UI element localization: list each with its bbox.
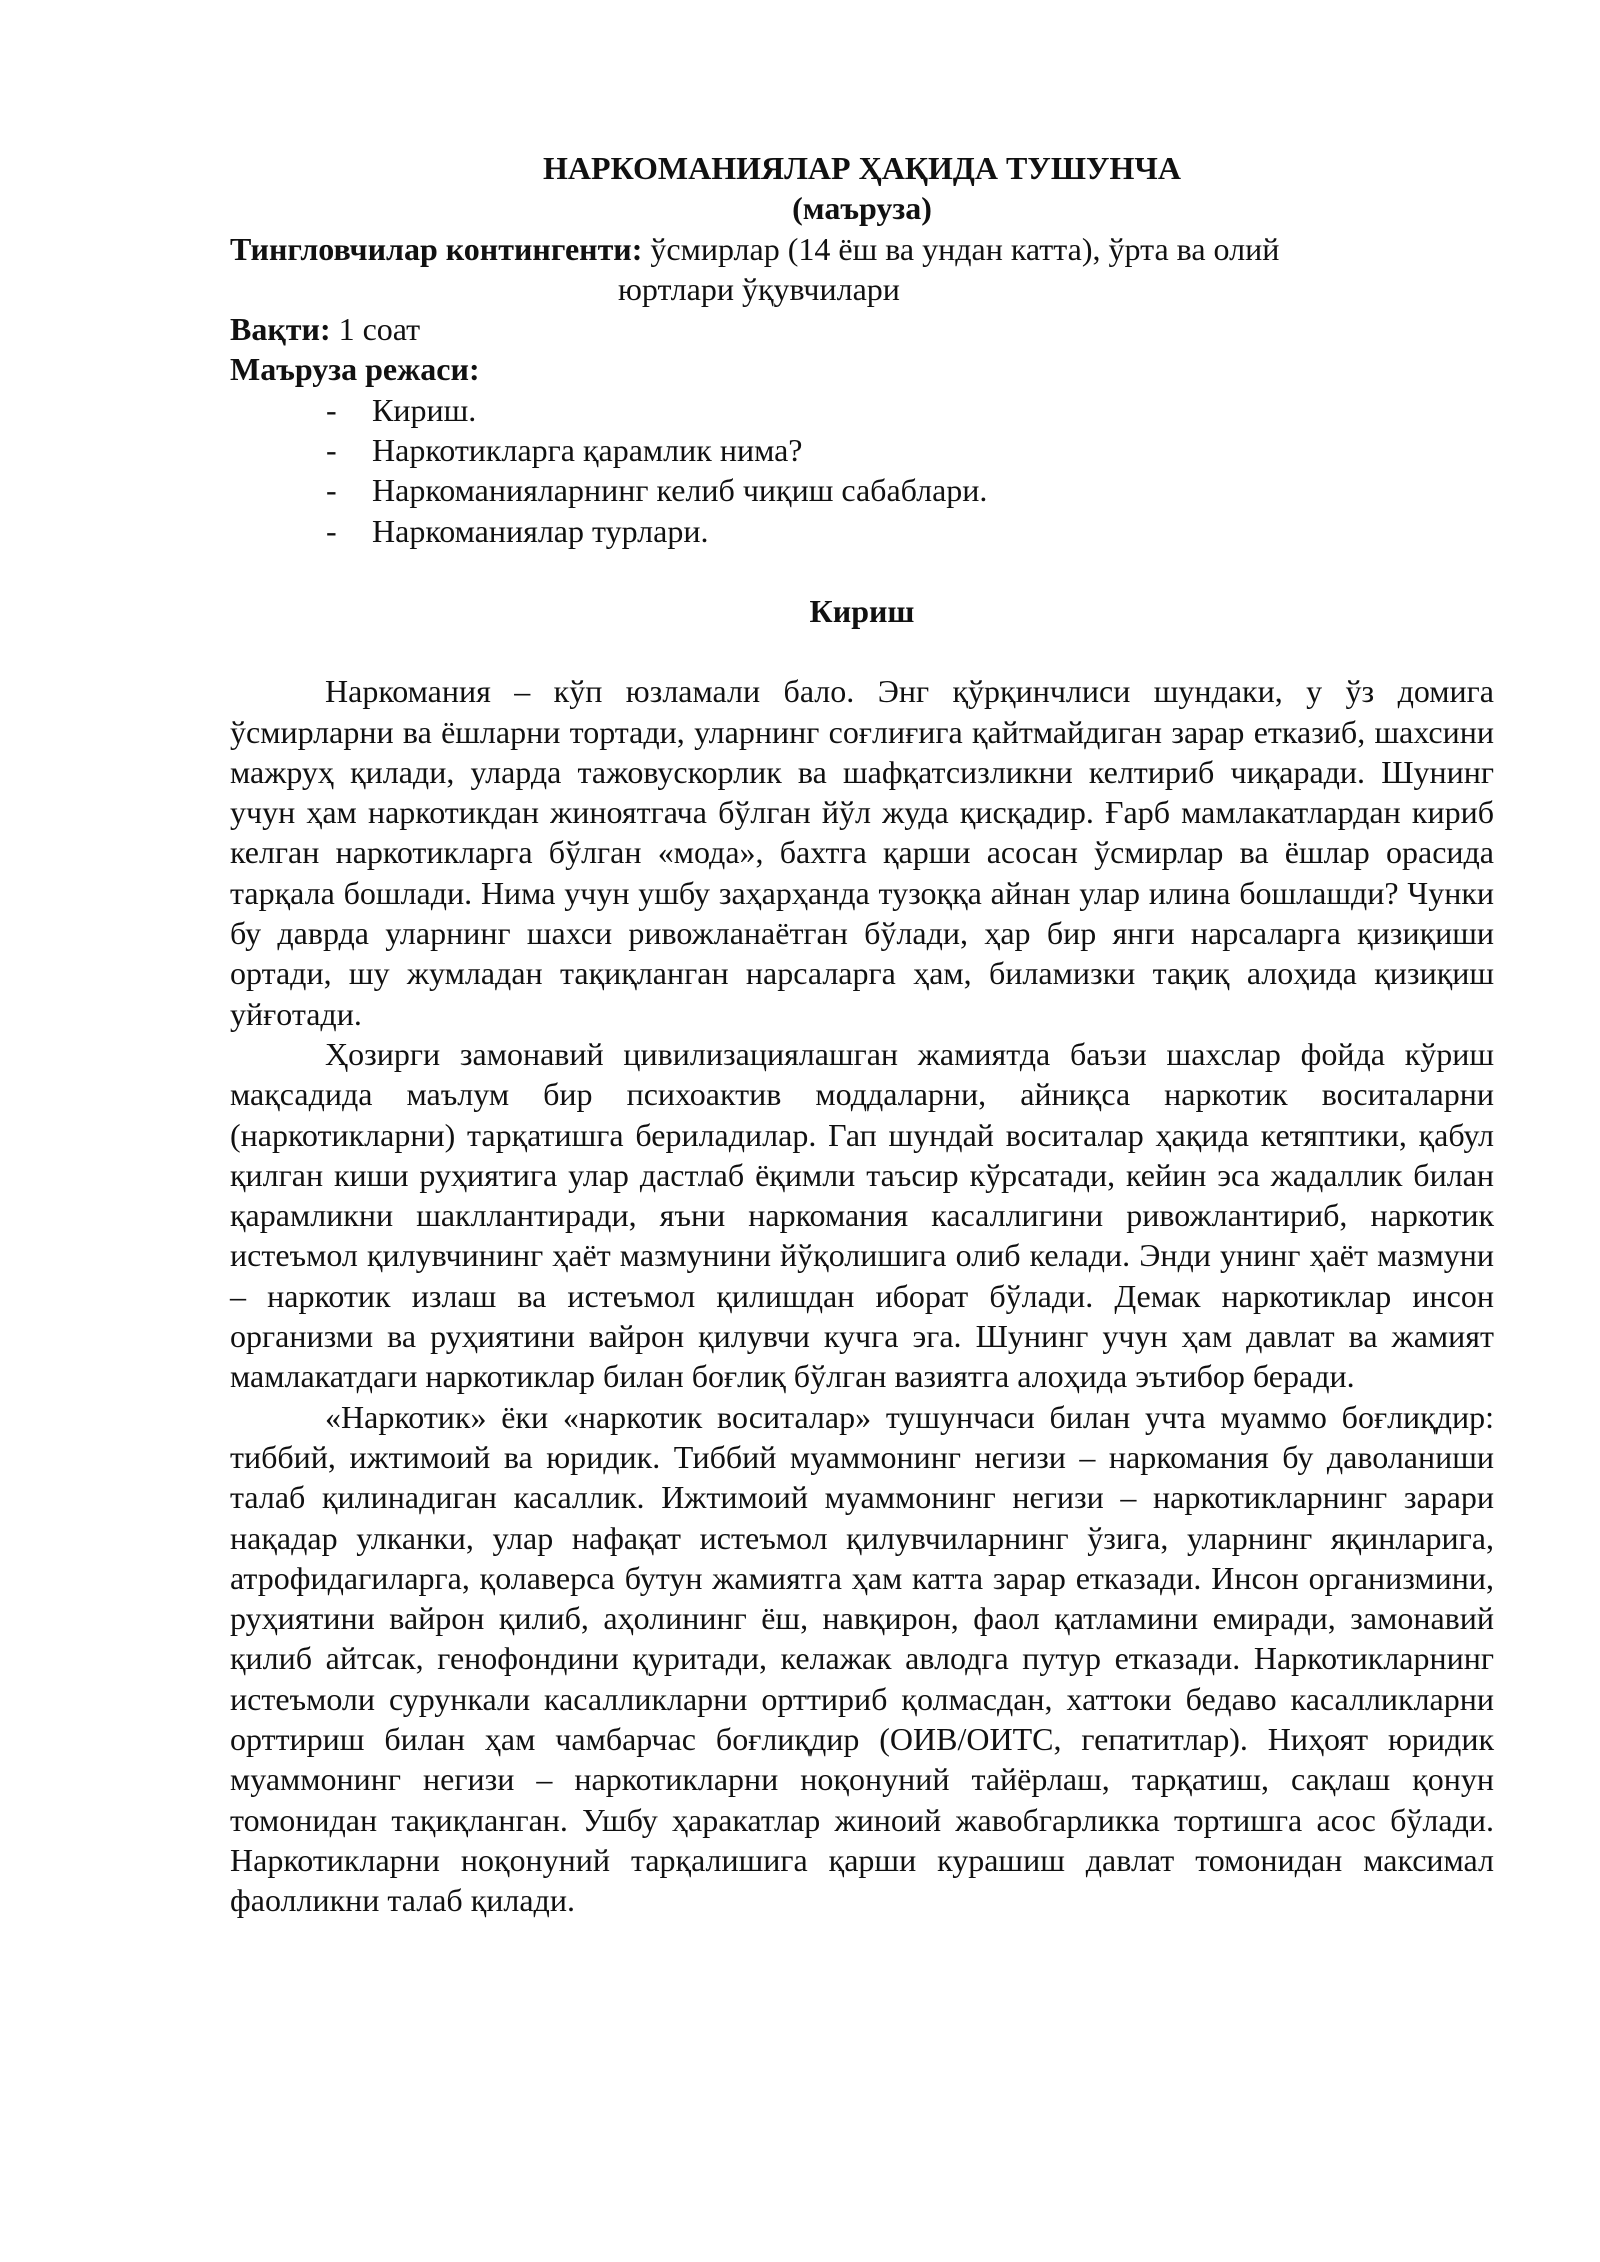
plan-item-text: Кириш.	[372, 391, 477, 428]
plan-item-text: Наркотикларга қарамлик нима?	[372, 432, 803, 469]
plan-item-text: Наркоманиялар турлари.	[372, 512, 709, 549]
section-heading: Кириш	[809, 592, 915, 629]
time-line	[230, 309, 1494, 349]
audience-value-line2: юртлари ўқувчилари	[618, 270, 900, 307]
time-value: 1 соат	[330, 311, 421, 348]
paragraph: Ҳозирги замонавий цивилизациялашган жамиятда баъзи шахслар фойда кўриш мақсадида маълум бир психоактив моддаларни, айниқса наркотик воситаларни (наркотикларни) тарқатишга бериладилар. Гап шундай воситалар ҳақида кетяптики, қабул қилган киши руҳиятига улар дастлаб ёқимли таъсир кўрсатади, кейин эса жадаллик билан қарамликни шакллантиради, яъни наркомания касаллигини ривожлантириб, наркотик истеъмол қилувчининг ҳаёт мазмунини йўқолишига олиб келади. Энди унинг ҳаёт мазмуни – наркотик излаш ва истеъмол қилишдан иборат бўлади. Демак наркотиклар инсон организми ва руҳиятини вайрон қилувчи кучга эга. Шунинг учун ҳам давлат ва жамият мамлакатдаги наркотиклар билан боғлиқ бўлган вазиятга алоҳида эътибор беради.	[230, 1035, 1494, 1395]
plan-item	[230, 390, 1494, 430]
audience-label: Тингловчилар контингенти:	[230, 230, 643, 267]
audience-value-line1: ўсмирлар (14 ёш ва ундан катта), ўрта ва олий	[642, 230, 1280, 267]
document-title: НАРКОМАНИЯЛАР ҲАҚИДА ТУШУНЧА	[543, 150, 1181, 186]
plan-item	[230, 430, 1494, 470]
time-label: Вақти:	[230, 311, 331, 348]
plan-bullet: -	[326, 512, 337, 549]
plan-label: Маъруза режаси:	[230, 351, 480, 388]
paragraph: «Наркотик» ёки «наркотик воситалар» тушунчаси билан учта муаммо боғлиқдир: тиббий, ижтимоий ва юридик. Тиббий муаммонинг негизи – наркомания бу даволаниши талаб қилинадиган касаллик. Ижтимоий муаммонинг негизи – наркотикларнинг зарари нақадар улканки, улар нафақат истеъмол қилувчиларнинг ўзига, уларнинг яқинларига, атрофидагиларга, қолаверса бутун жамиятга ҳам катта зарар етказади. Инсон организмини, руҳиятини вайрон қилиб, аҳолининг ёш, навқирон, фаол қатламини емиради, замонавий қилиб айтсак, генофондини қуритади, келажак авлодга путур етказади. Наркотикларнинг истеъмоли сурункали касалликларни орттириб қолмасдан, хаттоки бедаво касалликларни орттириш билан ҳам чамбарчас боғлиқдир (ОИВ/ОИТС, гепатитлар). Ниҳоят юридик муаммонинг негизи – наркотикларни ноқонуний тайёрлаш, тарқатиш, сақлаш қонун томонидан тақиқланган. Ушбу ҳаракатлар жиноий жавобгарликка тортишга асос бўлади. Наркотикларни ноқонуний тарқалишига қарши курашиш давлат томонидан максимал фаолликни талаб қилади.	[230, 1398, 1494, 1919]
plan-item-text: Наркоманияларнинг келиб чиқиш сабаблари.	[372, 472, 988, 509]
plan-item	[230, 511, 1494, 551]
document-page	[230, 148, 1494, 1920]
paragraph: Наркомания – кўп юзламали бало. Энг қўрқинчлиси шундаки, у ўз домига ўсмирларни ва ёшларни тортади, уларнинг соғлиғига қайтмайдиган зарар етказиб, шахсини мажруҳ қилади, уларда тажовускорлик ва шафқатсизликни келтириб чиқаради. Шунинг учун ҳам наркотикдан жиноятгача бўлган йўл жуда қисқадир. Ғарб мамлакатлардан кириб келган наркотикларга бўлган «мода», бахтга қарши асосан ўсмирлар ва ёшлар орасида тарқала бошлади. Нима учун ушбу заҳарҳанда тузоққа айнан улар илина бошлашди? Чунки бу даврда уларнинг шахси ривожланаётган бўлади, ҳар бир янги нарсаларга қизиқиши ортади, шу жумладан тақиқланган нарсаларга ҳам, биламизки тақиқ алоҳида қизиқиш уйғотади.	[230, 673, 1494, 1032]
plan-bullet: -	[326, 472, 337, 509]
body-text	[230, 671, 1494, 1920]
audience-line	[230, 229, 1494, 269]
plan-item	[230, 470, 1494, 510]
plan-bullet: -	[326, 432, 337, 469]
plan-bullet: -	[326, 391, 337, 428]
document-subtitle: (маъруза)	[792, 190, 932, 227]
plan-list	[230, 390, 1494, 551]
